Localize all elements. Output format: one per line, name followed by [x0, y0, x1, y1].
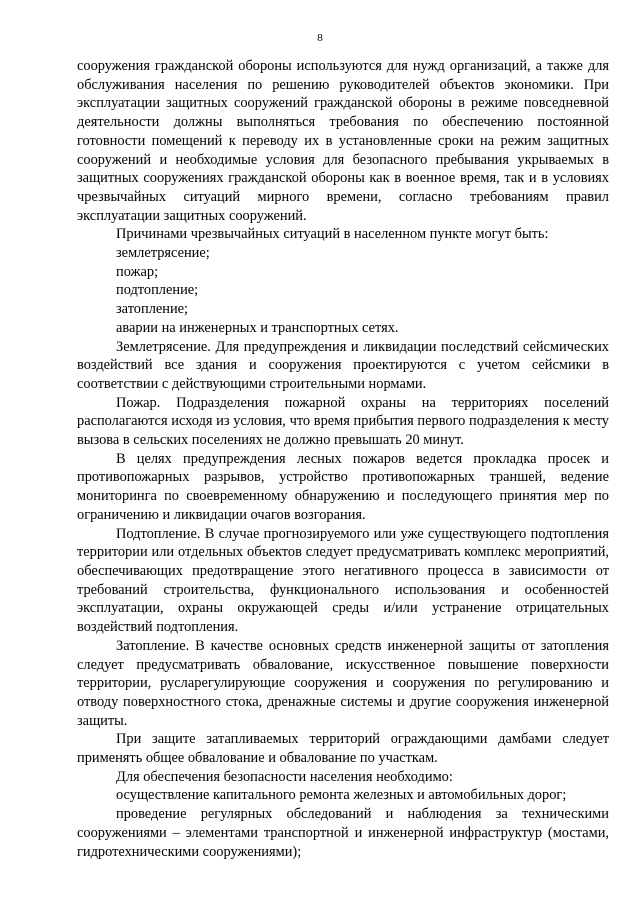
paragraph: В целях предупреждения лесных пожаров ведется прокладка просек и противопожарных разрывов, устройство противопожарных траншей, ведение мониторинга по своевременному обнаружению и последующего принятия мер по ограничению и ликвидации очагов возгорания.: [77, 450, 609, 523]
paragraph: сооружения гражданской обороны используются для нужд организаций, а также для обслуживания населения по решению руководителей объектов экономики. При эксплуатации защитных сооружений гражданской обороны в режиме повседневной деятельности должны выполняться требования по обеспечению постоянной готовности помещений к переводу их в установленные сроки на режим защитных сооружений и необходимые условия для безопасного пребывания укрываемых в защитных сооружениях гражданской обороны как в военное время, так и в условиях чрезвычайных ситуаций мирного времени, согласно требованиям правил эксплуатации защитных сооружений.: [77, 58, 609, 224]
paragraph: Причинами чрезвычайных ситуаций в населенном пункте могут быть:: [116, 226, 549, 243]
paragraph: землетрясение;: [116, 245, 210, 262]
paragraph: пожар;: [116, 263, 159, 280]
paragraph: осуществление капитального ремонта железных и автомобильных дорог;: [116, 787, 567, 804]
document-body: [77, 57, 609, 861]
paragraph: Затопление. В качестве основных средств инженерной защиты от затопления следует предусматривать обвалование, искусственное повышение поверхности территории, русларегулирующие сооружения и сооружения по регулированию и отводу поверхностного стока, дренажные системы и другие сооружения инженерной защиты.: [77, 637, 609, 729]
paragraph: Землетрясение. Для предупреждения и ликвидации последствий сейсмических воздействий все здания и сооружения проектируются с учетом сейсмики в соответствии с действующими строительными нормами.: [77, 338, 609, 392]
paragraph: аварии на инженерных и транспортных сетях.: [116, 319, 399, 336]
page-number: 8: [317, 32, 323, 44]
paragraph: подтопление;: [116, 282, 199, 299]
paragraph: затопление;: [116, 301, 189, 318]
paragraph: Пожар. Подразделения пожарной охраны на территориях поселений располагаются исходя из условия, что время прибытия первого подразделения к месту вызова в сельских поселениях не должно превышать 20 минут.: [77, 394, 609, 449]
paragraph: Для обеспечения безопасности населения необходимо:: [116, 768, 453, 785]
paragraph: При защите затапливаемых территорий ограждающими дамбами следует применять общее обвалование и обвалование по участкам.: [77, 731, 609, 767]
paragraph: Подтопление. В случае прогнозируемого или уже существующего подтопления территории или отдельных объектов следует предусматривать комплекс мероприятий, обеспечивающих предотвращение этого негативного процесса в зависимости от требований строительства, функционального использования и особенностей эксплуатации, охраны окружающей среды и/или устранение отрицательных воздействий подтопления.: [77, 525, 609, 636]
paragraph: проведение регулярных обследований и наблюдения за техническими сооружениями – элементами транспортной и инженерной инфраструктур (мостами, гидротехническими сооружениями);: [77, 806, 609, 860]
